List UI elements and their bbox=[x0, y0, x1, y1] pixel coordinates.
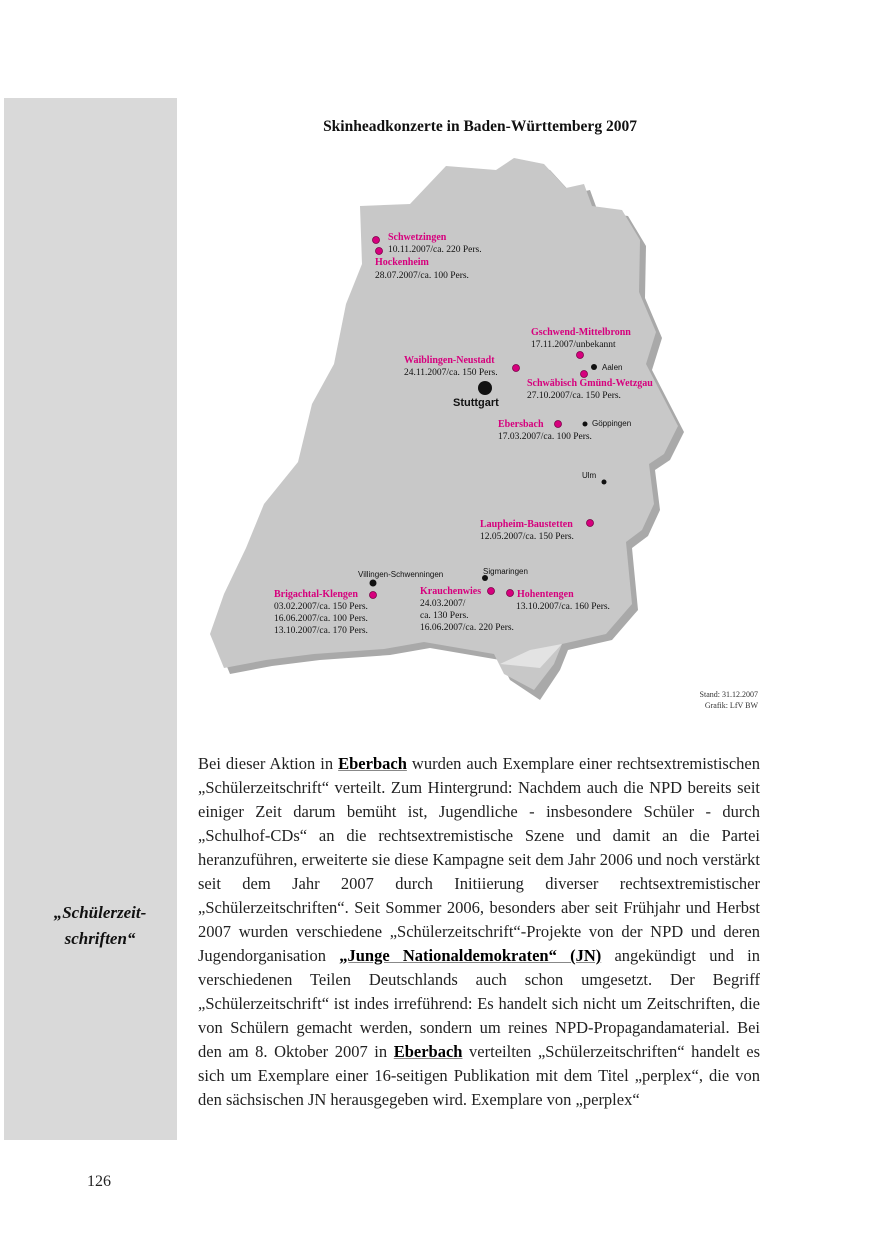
event-detail: 27.10.2007/ca. 150 Pers. bbox=[527, 391, 621, 401]
highlight-eberbach: Eberbach bbox=[393, 1042, 463, 1061]
city-label-stuttgart: Stuttgart bbox=[453, 397, 499, 409]
event-place: Waiblingen-Neustadt bbox=[404, 355, 495, 366]
event-place: Hockenheim bbox=[375, 257, 429, 268]
marker-laupheim bbox=[587, 520, 594, 527]
margin-sidebar bbox=[4, 98, 177, 1140]
marker-krauchenwies bbox=[488, 588, 495, 595]
event-detail: 24.03.2007/ bbox=[420, 599, 466, 609]
text-run: wurden auch Exemplare einer rechtsextremistischen „Schülerzeitschrift“ verteilt. Zum Hintergrund: Nachdem auch die NPD bereits seit einiger Zeit darum bemüht ist, Jugendliche - insbesondere Schüler - durch „Schulhof-CDs“ an die rechtsextremistische Szene und damit an die Partei heranzuführen, erweiterte sie diese Kampagne seit dem Jahr 2006 und noch verstärkt seit dem Jahr 2007 durch Initiierung diverser rechtsextremistischer „Schülerzeitschriften“. Seit Sommer 2006, besonders aber seit Frühjahr und Herbst 2007 wurden verschiedene „Schülerzeitschrift“-Projekte von der NPD und deren Jugendorganisation bbox=[198, 754, 760, 965]
event-place: Krauchenwies bbox=[420, 586, 482, 597]
city-dot-ulm bbox=[602, 480, 607, 485]
baden-wuerttemberg-map bbox=[200, 150, 700, 710]
city-dot-stuttgart bbox=[478, 381, 492, 395]
map-grafik: Grafik: LfV BW bbox=[704, 701, 758, 710]
city-label-sigmaringen: Sigmaringen bbox=[483, 567, 528, 576]
event-detail: 24.11.2007/ca. 150 Pers. bbox=[404, 368, 498, 378]
body-text bbox=[198, 752, 760, 1112]
highlight-jn: „Junge Nationaldemokraten“ (JN) bbox=[339, 946, 602, 965]
event-detail: ca. 130 Pers. bbox=[420, 611, 469, 621]
event-place: Gschwend-Mittelbronn bbox=[531, 327, 631, 338]
marker-waiblingen bbox=[513, 365, 520, 372]
map-title: Skinheadkonzerte in Baden-Württemberg 2007 bbox=[323, 118, 637, 135]
event-place: Ebersbach bbox=[498, 419, 544, 430]
margin-note-line1: „Schülerzeit- bbox=[53, 903, 147, 922]
event-detail: 03.02.2007/ca. 150 Pers. bbox=[274, 602, 368, 612]
map-stand: Stand: 31.12.2007 bbox=[699, 690, 758, 699]
event-detail: 28.07.2007/ca. 100 Pers. bbox=[375, 271, 469, 281]
city-dot-aalen bbox=[591, 364, 597, 370]
city-dot-villingen bbox=[370, 580, 377, 587]
event-detail: 16.06.2007/ca. 100 Pers. bbox=[274, 614, 368, 624]
marker-hockenheim bbox=[376, 248, 383, 255]
body-paragraph bbox=[198, 752, 760, 1112]
highlight-eberbach: Eberbach bbox=[338, 754, 407, 773]
city-label-ulm: Ulm bbox=[582, 471, 597, 480]
city-label-goeppingen: Göppingen bbox=[592, 419, 632, 428]
city-label-aalen: Aalen bbox=[602, 363, 623, 372]
event-detail: 13.10.2007/ca. 170 Pers. bbox=[274, 626, 368, 636]
event-detail: 13.10.2007/ca. 160 Pers. bbox=[516, 602, 610, 612]
event-detail: 17.03.2007/ca. 100 Pers. bbox=[498, 432, 592, 442]
text-run: verteilten „Schülerzeitschriften“ handelt es sich um Exemplare einer 16-seitigen Publikation mit dem Titel „perplex“, die von den sächsischen JN herausgegeben wird. Exemplare von „perplex“ bbox=[198, 1042, 760, 1109]
margin-note bbox=[30, 900, 170, 952]
event-detail: 10.11.2007/ca. 220 Pers. bbox=[388, 245, 482, 255]
event-detail: 16.06.2007/ca. 220 Pers. bbox=[420, 623, 514, 633]
map-source-note bbox=[640, 689, 758, 711]
event-place: Laupheim-Baustetten bbox=[480, 519, 573, 530]
event-place: Schwäbisch Gmünd-Wetzgau bbox=[527, 378, 653, 389]
marker-gmuend bbox=[581, 371, 588, 378]
margin-note-line2: schriften“ bbox=[64, 929, 136, 948]
event-place: Hohentengen bbox=[517, 589, 574, 600]
text-run: angekündigt und in verschiedenen Teilen Deutschlands auch schon umgesetzt. Der Begriff „Schülerzeitschrift“ ist indes irreführend: Es handelt sich nicht um Zeitschriften, die von Schülern gemacht werden, sondern um reines NPD-Propagandamaterial. Bei den am 8. Oktober 2007 in bbox=[198, 946, 761, 1061]
text-run: Bei dieser Aktion in bbox=[198, 754, 339, 773]
event-place: Schwetzingen bbox=[388, 232, 447, 243]
marker-hohentengen bbox=[507, 590, 514, 597]
marker-ebersbach bbox=[555, 421, 562, 428]
city-dot-goeppingen bbox=[583, 422, 588, 427]
event-place: Brigachtal-Klengen bbox=[274, 589, 358, 600]
event-detail: 12.05.2007/ca. 150 Pers. bbox=[480, 532, 574, 542]
event-detail: 17.11.2007/unbekannt bbox=[531, 340, 616, 350]
marker-gschwend bbox=[577, 352, 584, 359]
marker-schwetzingen bbox=[373, 237, 380, 244]
page-number: 126 bbox=[87, 1173, 111, 1190]
city-label-villingen: Villingen-Schwenningen bbox=[358, 570, 444, 579]
marker-brigachtal bbox=[370, 592, 377, 599]
